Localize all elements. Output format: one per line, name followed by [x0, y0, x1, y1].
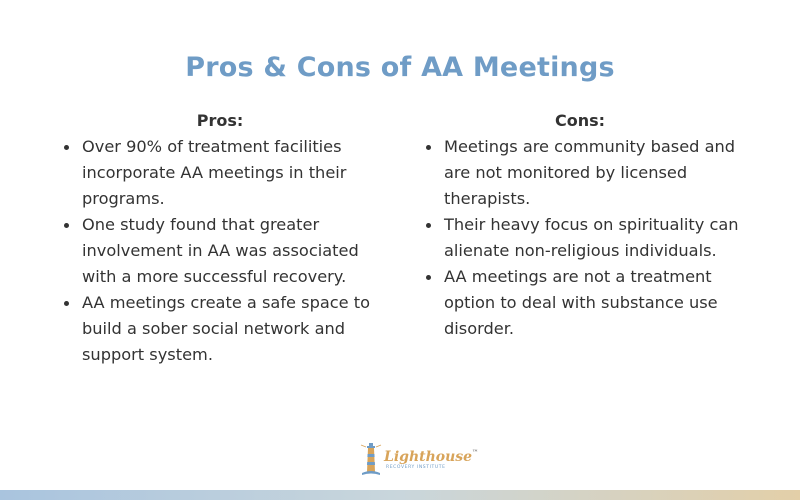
pros-column [58, 110, 398, 368]
pros-heading: Pros: [196, 111, 244, 130]
list-item: AA meetings are not a treatment option to deal with substance use disorder. [420, 264, 760, 342]
logo-subtitle: RECOVERY INSTITUTE [386, 465, 446, 470]
list-item: Over 90% of treatment facilities incorporate AA meetings in their programs. [58, 134, 398, 212]
lighthouse-logo [360, 440, 479, 480]
logo-wordmark: Lighthouse [384, 449, 473, 465]
lighthouse-icon [360, 442, 382, 478]
cons-column [420, 110, 760, 342]
list-item: One study found that greater involvement in AA was associated with a more successful recovery. [58, 212, 398, 290]
list-item: AA meetings create a safe space to build a sober social network and support system. [58, 290, 398, 368]
cons-list [420, 134, 760, 342]
bottom-gradient-bar [0, 490, 800, 500]
list-item: Their heavy focus on spirituality can alienate non-religious individuals. [420, 212, 760, 264]
list-item: Meetings are community based and are not monitored by licensed therapists. [420, 134, 760, 212]
pros-list [58, 134, 398, 368]
logo-trademark: ™ [472, 449, 479, 456]
page-title: Pros & Cons of AA Meetings [185, 52, 615, 83]
cons-heading: Cons: [554, 111, 606, 130]
